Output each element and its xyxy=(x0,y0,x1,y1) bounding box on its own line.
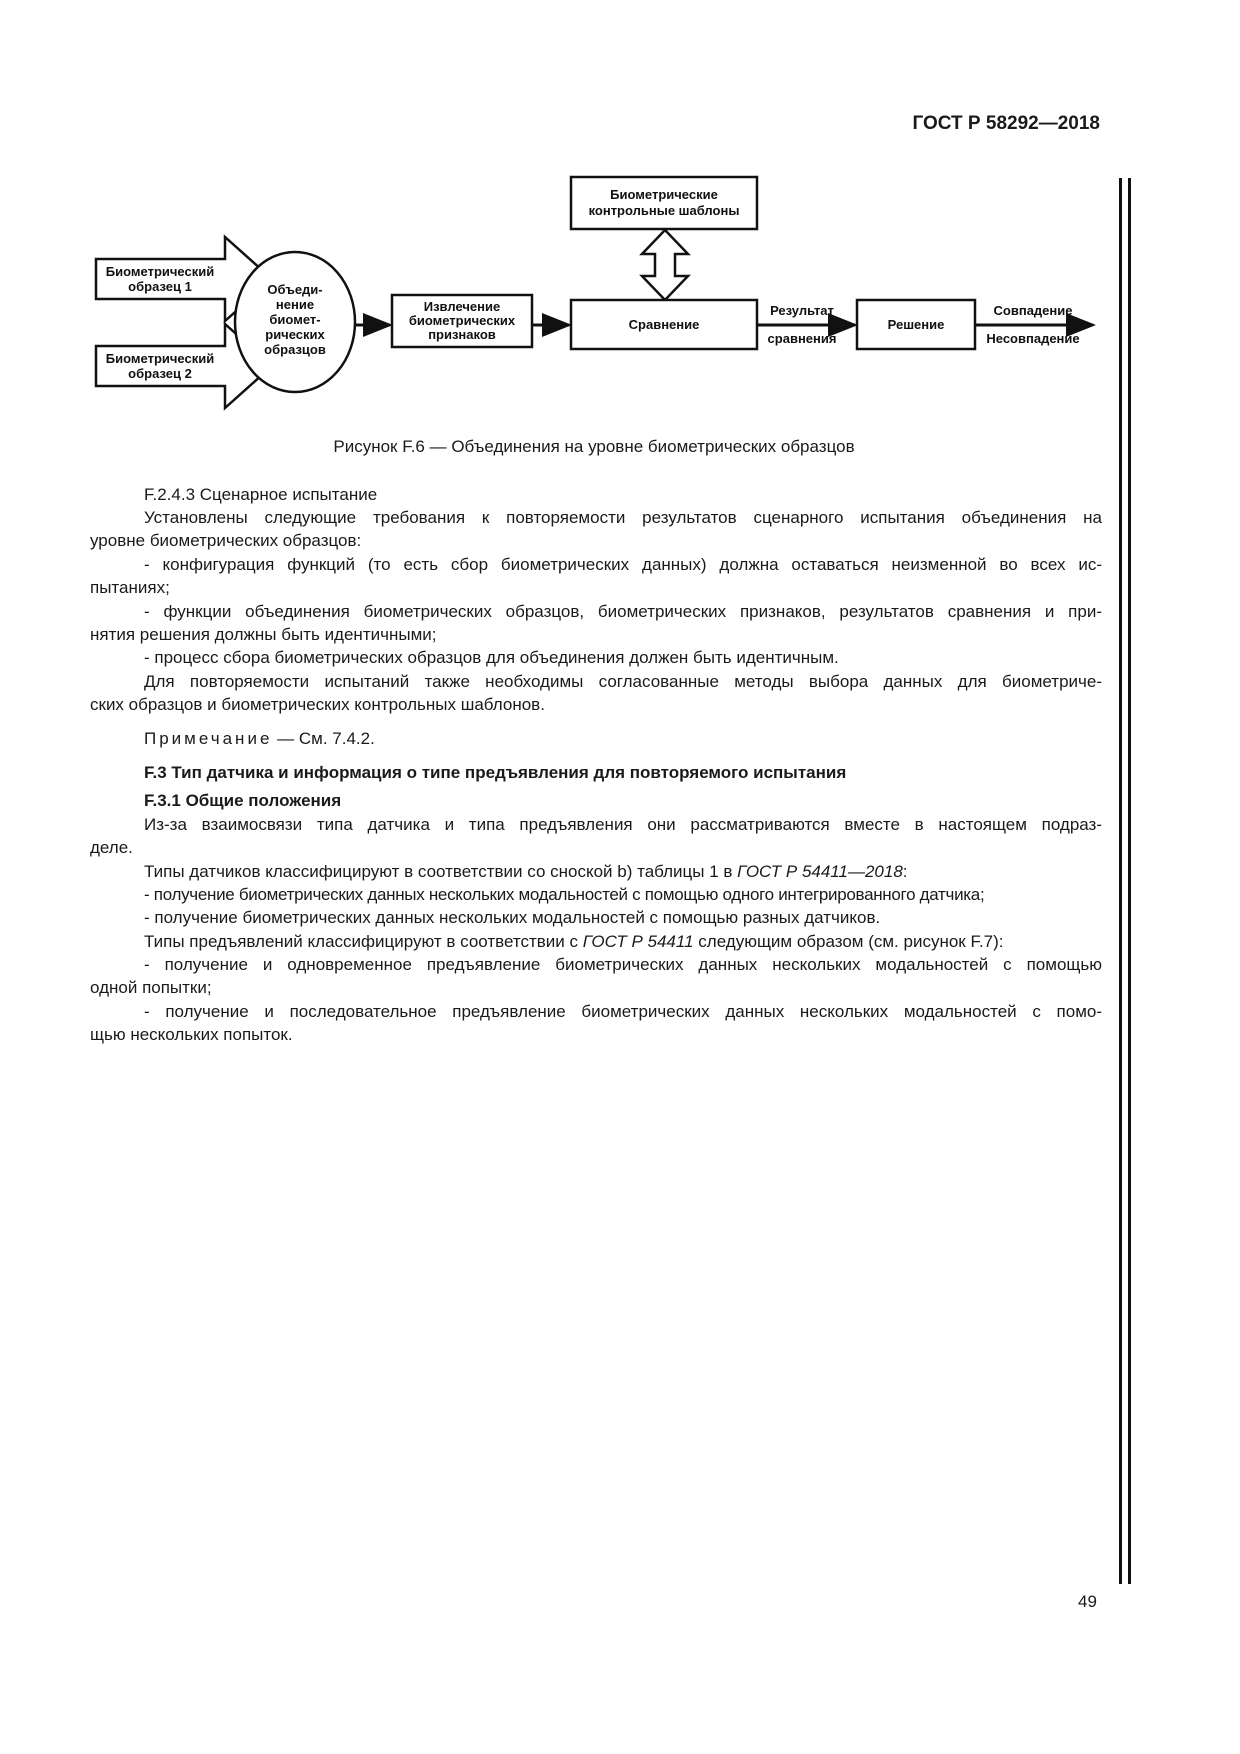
outcome-match: Совпадение xyxy=(993,303,1073,318)
outcome-nonmatch: Несовпадение xyxy=(986,331,1080,346)
fusion-label-5: образцов xyxy=(264,342,326,357)
body-line: Из-за взаимосвязи типа датчика и типа предъявления они рассматриваются вместе в настоящем подраз- xyxy=(144,815,1102,834)
double-arrow xyxy=(642,230,688,300)
body-line xyxy=(144,862,908,882)
document-id-header: ГОСТ Р 58292—2018 xyxy=(912,113,1100,134)
body-line: пытаниях; xyxy=(90,578,170,597)
standard-reference: ГОСТ Р 54411—2018 xyxy=(737,862,903,881)
text: Типы датчиков классифицируют в соответствии со сноской b) таблицы 1 в xyxy=(144,862,738,881)
sample1-label-2: образец 1 xyxy=(128,279,192,294)
page-number: 49 xyxy=(1078,1592,1097,1611)
text: : xyxy=(902,862,908,881)
fusion-label-1: Объеди- xyxy=(267,282,323,297)
body-line: - получение биометрических данных нескольких модальностей с помощью разных датчиков. xyxy=(144,908,881,927)
fusion-label-3: биомет- xyxy=(269,312,321,327)
text: следующим образом (см. рисунок F.7): xyxy=(693,932,1004,951)
subsection-heading: F.2.4.3 Сценарное испытание xyxy=(144,485,378,504)
body-line xyxy=(144,932,1004,952)
note-text: — См. 7.4.2. xyxy=(272,729,375,748)
templates-label-1: Биометрические xyxy=(610,187,718,202)
body-line: одной попытки; xyxy=(90,978,212,997)
fusion-diagram xyxy=(0,0,1240,460)
body-line: уровне биометрических образцов: xyxy=(90,531,362,550)
body-line: - получение и одновременное предъявление биометрических данных нескольких модальностей с помощью xyxy=(144,955,1102,974)
sample1-label-1: Биометрический xyxy=(105,264,215,279)
figure-caption: Рисунок F.6 — Объединения на уровне биометрических образцов xyxy=(333,437,855,456)
body-line: - получение биометрических данных нескольких модальностей с помощью одного интегрированного датчика; xyxy=(144,885,985,904)
body-line: Установлены следующие требования к повторяемости результатов сценарного испытания объединения на xyxy=(144,508,1102,527)
extraction-label-1: Извлечение xyxy=(423,299,501,314)
sample2-label-2: образец 2 xyxy=(128,366,192,381)
score-label-2: сравнения xyxy=(767,331,837,346)
sample2-label-1: Биометрический xyxy=(105,351,215,366)
templates-label-2: контрольные шаблоны xyxy=(588,203,740,218)
body-line: ских образцов и биометрических контрольных шаблонов. xyxy=(90,695,545,714)
extraction-label-2: биометрических xyxy=(408,313,516,328)
body-line: - получение и последовательное предъявление биометрических данных нескольких модальностей с помо- xyxy=(144,1002,1102,1021)
text: Типы предъявлений классифицируют в соответствии с xyxy=(144,932,583,951)
section-heading: F.3 Тип датчика и информация о типе предъявления для повторяемого испытания xyxy=(144,763,847,782)
subsection-heading: F.3.1 Общие положения xyxy=(144,791,342,810)
body-line: Для повторяемости испытаний также необходимы согласованные методы выбора данных для биометриче- xyxy=(144,672,1102,691)
body-line: нятия решения должны быть идентичными; xyxy=(90,625,437,644)
note-label: Примечание xyxy=(144,729,273,748)
fusion-label-4: рических xyxy=(265,327,325,342)
standard-reference: ГОСТ Р 54411 xyxy=(582,932,694,951)
body-line: - процесс сбора биометрических образцов для объединения должен быть идентичным. xyxy=(144,648,839,667)
decision-label: Решение xyxy=(887,317,945,332)
comparison-label: Сравнение xyxy=(628,317,700,332)
score-label-1: Результат xyxy=(770,303,834,318)
note xyxy=(144,729,375,749)
fusion-label-2: нение xyxy=(275,297,315,312)
body-line: - функции объединения биометрических образцов, биометрических признаков, результатов сравнения и при- xyxy=(144,602,1102,621)
body-line: щью нескольких попыток. xyxy=(90,1025,293,1044)
body-line: деле. xyxy=(90,838,133,857)
body-line: - конфигурация функций (то есть сбор биометрических данных) должна оставаться неизменной во всех ис- xyxy=(144,555,1102,574)
extraction-label-3: признаков xyxy=(428,327,496,342)
